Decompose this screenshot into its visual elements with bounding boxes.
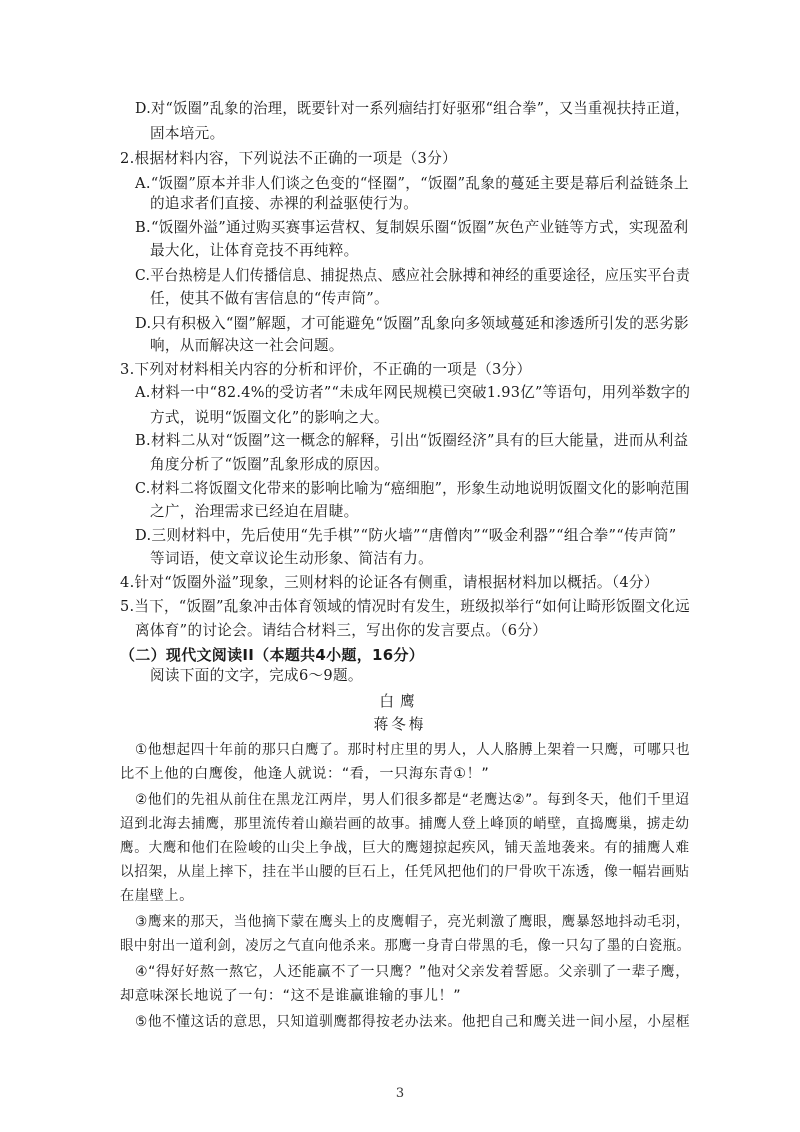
passage-author: 蒋冬梅 — [373, 716, 427, 733]
q3-option-d-line2: 等词语，使文章议论生动形象、简洁有力。 — [150, 550, 433, 567]
paragraph-1-line2: 比不上他的白鹰俊，他逢人就说：“看，一只海东青①！” — [120, 766, 490, 782]
q2-option-d-line2: 响，从而解决这一社会问题。 — [150, 337, 344, 354]
paragraph-4-line2: 却意味深长地说了一句：“这不是谁赢谁输的事儿！” — [120, 988, 462, 1004]
paragraph-2-line1: ②他们的先祖从前住在黑龙江两岸，男人们很多都是“老鹰达②”。每到冬天，他们千里迢 — [135, 792, 690, 808]
q5-stem-line2: 离体育”的讨论会。请结合材料三，写出你的发言要点。（6分） — [135, 622, 548, 639]
paragraph-2-line2: 迢到北海去捕鹰，那里流传着山巅岩画的故事。捕鹰人登上峰顶的峭壁，直捣鹰巢，掳走幼 — [120, 816, 690, 832]
page-number: 3 — [395, 1086, 405, 1101]
q2-option-b-line2: 最大化，让体育竞技不再纯粹。 — [150, 242, 359, 259]
q3-option-b-line2: 角度分析了“饭圈”乱象形成的原因。 — [150, 456, 389, 473]
q1-option-d-line2: 固本培元。 — [150, 125, 225, 142]
passage-title: 白鹰 — [379, 693, 421, 710]
paragraph-2-line4: 以招架，从崖上摔下，挂在半山腰的巨石上，任凭风把他们的尸骨吹干冻透，像一幅岩画贴 — [120, 864, 690, 880]
q2-option-c-line1: C.平台热榜是人们传播信息、捕捉热点、感应社会脉搏和神经的重要途径，应压实平台责 — [135, 267, 691, 284]
q3-stem: 3.下列对材料相关内容的分析和评价，不正确的一项是（3分） — [120, 361, 532, 378]
paragraph-1-line1: ①他想起四十年前的那只白鹰了。那时村庄里的男人，人人胳膊上架着一只鹰，可哪只也 — [135, 742, 691, 758]
q3-option-c-line2: 之广，治理需求已经迫在眉睫。 — [150, 503, 359, 520]
q3-option-b-line1: B.材料二从对“饭圈”这一概念的解释，引出“饭圈经济”具有的巨大能量，进而从利益 — [135, 432, 689, 449]
paragraph-2-line3: 鹰。大鹰和他们在险峻的山尖上争战，巨大的鹰翅掠起疾风，铺天盖地袭来。有的捕鹰人难 — [120, 840, 690, 856]
q1-option-d-line1: D.对“饭圈”乱象的治理，既要针对一系列痼结打好驱邪“组合拳”，又当重视扶持正道， — [135, 100, 690, 117]
section2-instruction: 阅读下面的文字，完成6～9题。 — [150, 667, 363, 684]
q2-stem: 2.根据材料内容，下列说法不正确的一项是（3分） — [120, 150, 457, 167]
paragraph-2-line5: 在崖壁上。 — [120, 888, 194, 904]
q4-stem: 4.针对“饭圈外溢”现象，三则材料的论证各有侧重，请根据材料加以概括。（4分） — [120, 574, 659, 591]
q2-option-d-line1: D.只有积极入“圈”解题，才可能避免“饭圈”乱象向多领域蔓延和渗透所引发的恶劣影 — [135, 315, 689, 332]
paragraph-3-line2: 眼中射出一道利剑，凌厉之气直向他杀来。那鹰一身青白带黑的毛，像一只勾了墨的白瓷瓶。 — [120, 938, 691, 954]
q3-option-a-line2: 方式，说明“饭圈文化”的影响之大。 — [150, 409, 389, 426]
q3-option-a-line1: A.材料一中“82.4%的受访者”“未成年网民规模已突破1.93亿”等语句，用列举数字的 — [135, 384, 691, 401]
q5-stem-line1: 5.当下，“饭圈”乱象冲击体育领域的情况时有发生，班级拟举行“如何让畸形饭圈文化远 — [120, 598, 690, 615]
paragraph-3-line1: ③鹰来的那天，当他摘下蒙在鹰头上的皮鹰帽子，亮光刺激了鹰眼，鹰暴怒地抖动毛羽， — [135, 914, 691, 930]
q2-option-a-line2: 的追求者们直接、赤裸的利益驱使行为。 — [150, 195, 419, 212]
q2-option-b-line1: B.“饭圈外溢”通过购买赛事运营权、复制娱乐圈“饭圈”灰色产业链等方式，实现盈利 — [135, 219, 689, 236]
paragraph-5-line1: ⑤他不懂这话的意思，只知道驯鹰都得按老办法来。他把自己和鹰关进一间小屋，小屋框 — [135, 1014, 691, 1030]
section2-heading: （二）现代文阅读II（本题共4小题，16分） — [120, 646, 425, 664]
q3-option-c-line1: C.材料二将饭圈文化带来的影响比喻为“癌细胞”，形象生动地说明饭圈文化的影响范围 — [135, 480, 690, 497]
q2-option-a-line1: A.“饭圈”原本并非人们谈之色变的“怪圈”，“饭圈”乱象的蔓延主要是幕后利益链条上 — [135, 175, 689, 192]
q3-option-d-line1: D.三则材料中，先后使用“先手棋”“防火墙”“唐僧肉”“吸金利器”“组合拳”“传声筒” — [135, 527, 677, 544]
q2-option-c-line2: 任，使其不做有害信息的“传声筒”。 — [150, 290, 389, 307]
paragraph-4-line1: ④“得好好熬一熬它，人还能赢不了一只鹰？”他对父亲发着誓愿。父亲驯了一辈子鹰， — [135, 964, 690, 980]
